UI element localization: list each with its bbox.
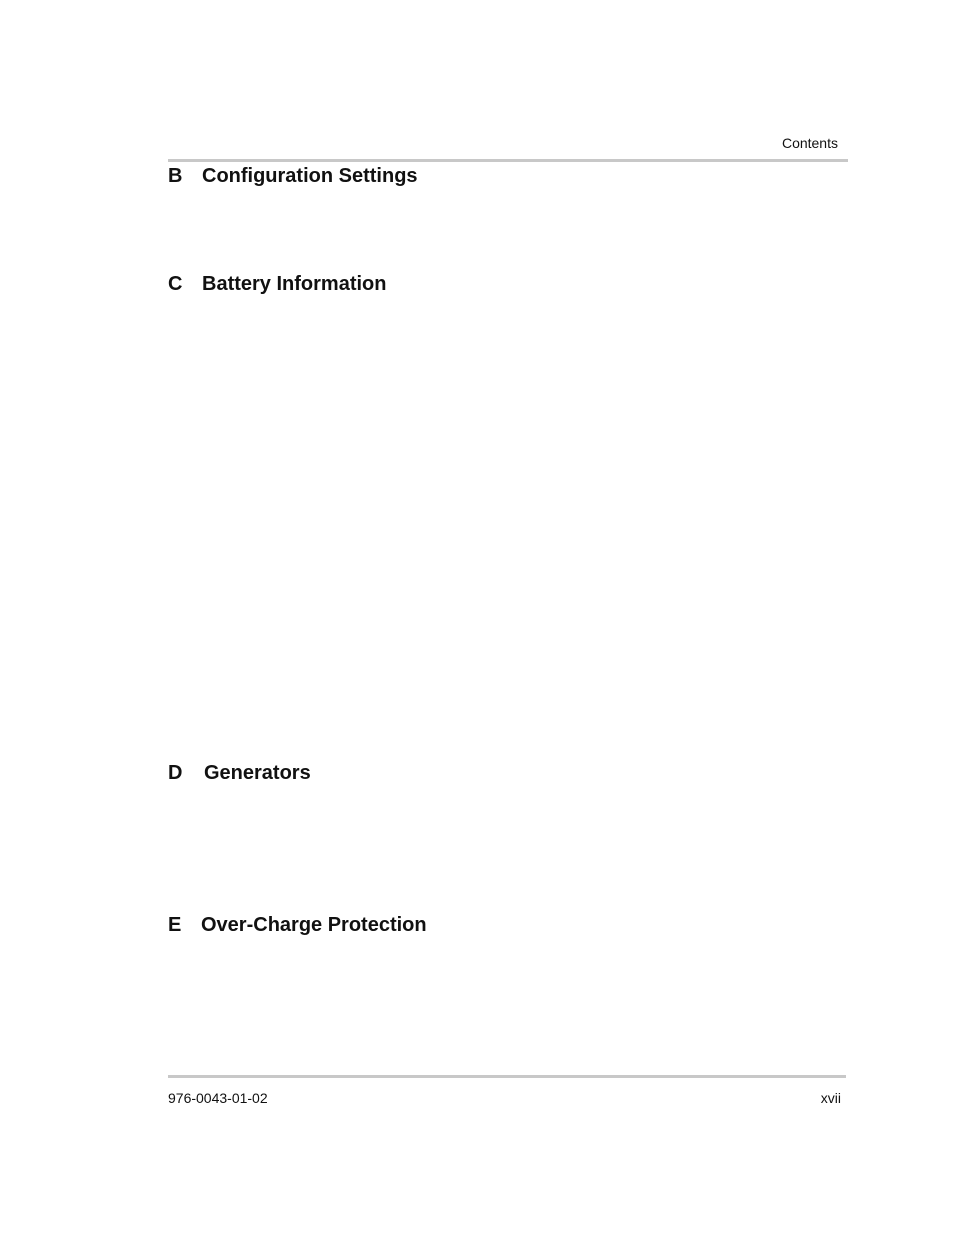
footer-rule [168, 1075, 846, 1078]
appendix-title: Configuration Settings [202, 165, 418, 187]
appendix-letter: C [168, 273, 183, 295]
appendix-heading-d [168, 761, 311, 785]
appendix-heading-b [168, 164, 418, 188]
appendix-letter: B [168, 165, 183, 187]
page-number: xvii [820, 1090, 841, 1106]
appendix-letter: E [168, 914, 182, 936]
appendix-title: Over-Charge Protection [201, 914, 427, 936]
document-number: 976-0043-01-02 [168, 1090, 268, 1106]
appendix-heading-e [168, 913, 427, 937]
appendix-title: Generators [204, 762, 311, 784]
header-rule [168, 159, 848, 162]
appendix-letter: D [168, 762, 183, 784]
running-header: Contents [781, 135, 838, 151]
appendix-title: Battery Information [202, 273, 387, 295]
appendix-heading-c [168, 272, 386, 296]
